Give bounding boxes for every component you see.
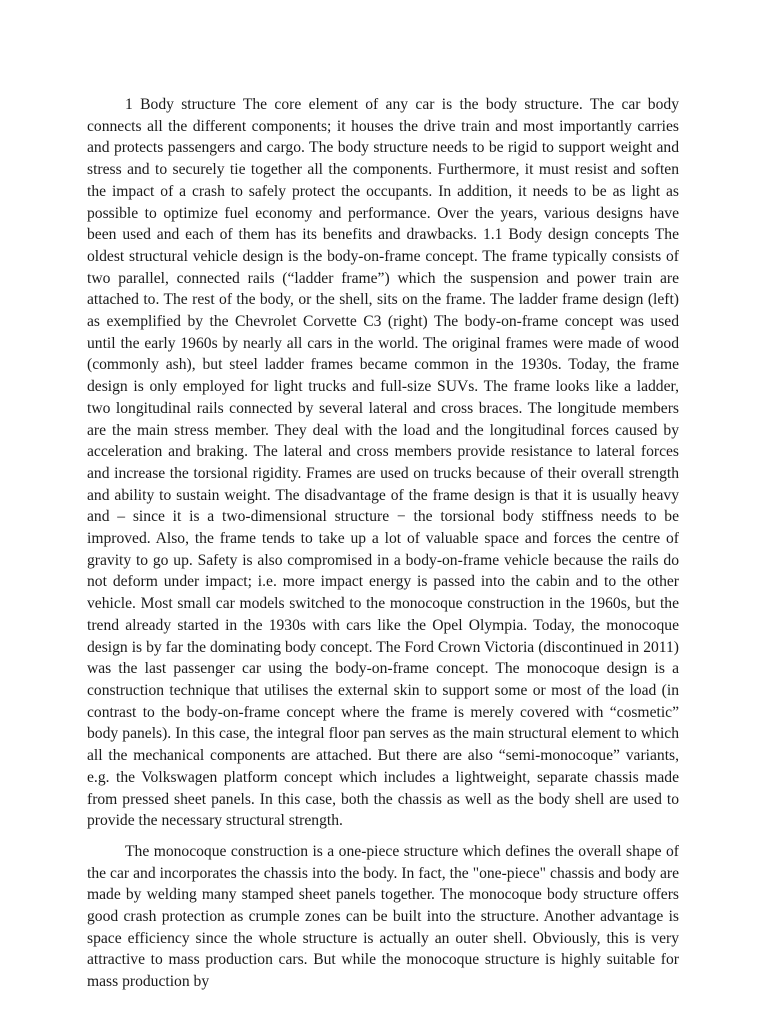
body-paragraph-1: 1 Body structure The core element of any car is the body structure. The car body connects all the different components; it houses the drive train and most importantly carries and protects passengers and cargo. The body structure needs to be rigid to support weight and stress and to securely tie together all the components. Furthermore, it must resist and soften the impact of a crash to safely protect the occupants. In addition, it needs to be as light as possible to optimize fuel economy and performance. Over the years, various designs have been used and each of them has its benefits and drawbacks. 1.1 Body design concepts The oldest structural vehicle design is the body-on-frame concept. The frame typically consists of two parallel, connected rails (“ladder frame”) which the suspension and power train are attached to. The rest of the body, or the shell, sits on the frame. The ladder frame design (left) as exemplified by the Chevrolet Corvette C3 (right) The body-on-frame concept was used until the early 1960s by nearly all cars in the world. The original frames were made of wood (commonly ash), but steel ladder frames became common in the 1930s. Today, the frame design is only employed for light trucks and full-size SUVs. The frame looks like a ladder, two longitudinal rails connected by several lateral and cross braces. The longitude members are the main stress member. They deal with the load and the longitudinal forces caused by acceleration and braking. The lateral and cross members provide resistance to lateral forces and increase the torsional rigidity. Frames are used on trucks because of their overall strength and ability to sustain weight. The disadvantage of the frame design is that it is usually heavy and – since it is a two-dimensional structure − the torsional body stiffness needs to be improved. Also, the frame tends to take up a lot of valuable space and forces the centre of gravity to go up. Safety is also compromised in a body-on-frame vehicle because the rails do not deform under impact; i.e. more impact energy is passed into the cabin and to the other vehicle. Most small car models switched to the monocoque construction in the 1960s, but the trend already started in the 1930s with cars like the Opel Olympia. Today, the monocoque design is by far the dominating body concept. The Ford Crown Victoria (discontinued in 2011) was the last passenger car using the body-on-frame concept. The monocoque design is a construction technique that utilises the external skin to support some or most of the load (in contrast to the body-on-frame concept where the frame is merely covered with “cosmetic” body panels). In this case, the integral floor pan serves as the main structural element to which all the mechanical components are attached. But there are also “semi-monocoque” variants, e.g. the Volkswagen platform concept which includes a lightweight, separate chassis made from pressed sheet panels. In this case, both the chassis as well as the body shell are used to provide the necessary structural strength. — [87, 96, 679, 830]
body-paragraph-2: The monocoque construction is a one-piece structure which defines the overall shape of the car and incorporates the chassis into the body. In fact, the "one-piece" chassis and body are made by welding many stamped sheet panels together. The monocoque body structure offers good crash protection as crumple zones can be built into the structure. Another advantage is space efficiency since the whole structure is actually an outer shell. Obviously, this is very attractive to mass production cars. But while the monocoque structure is highly suitable for mass production by — [87, 842, 679, 991]
